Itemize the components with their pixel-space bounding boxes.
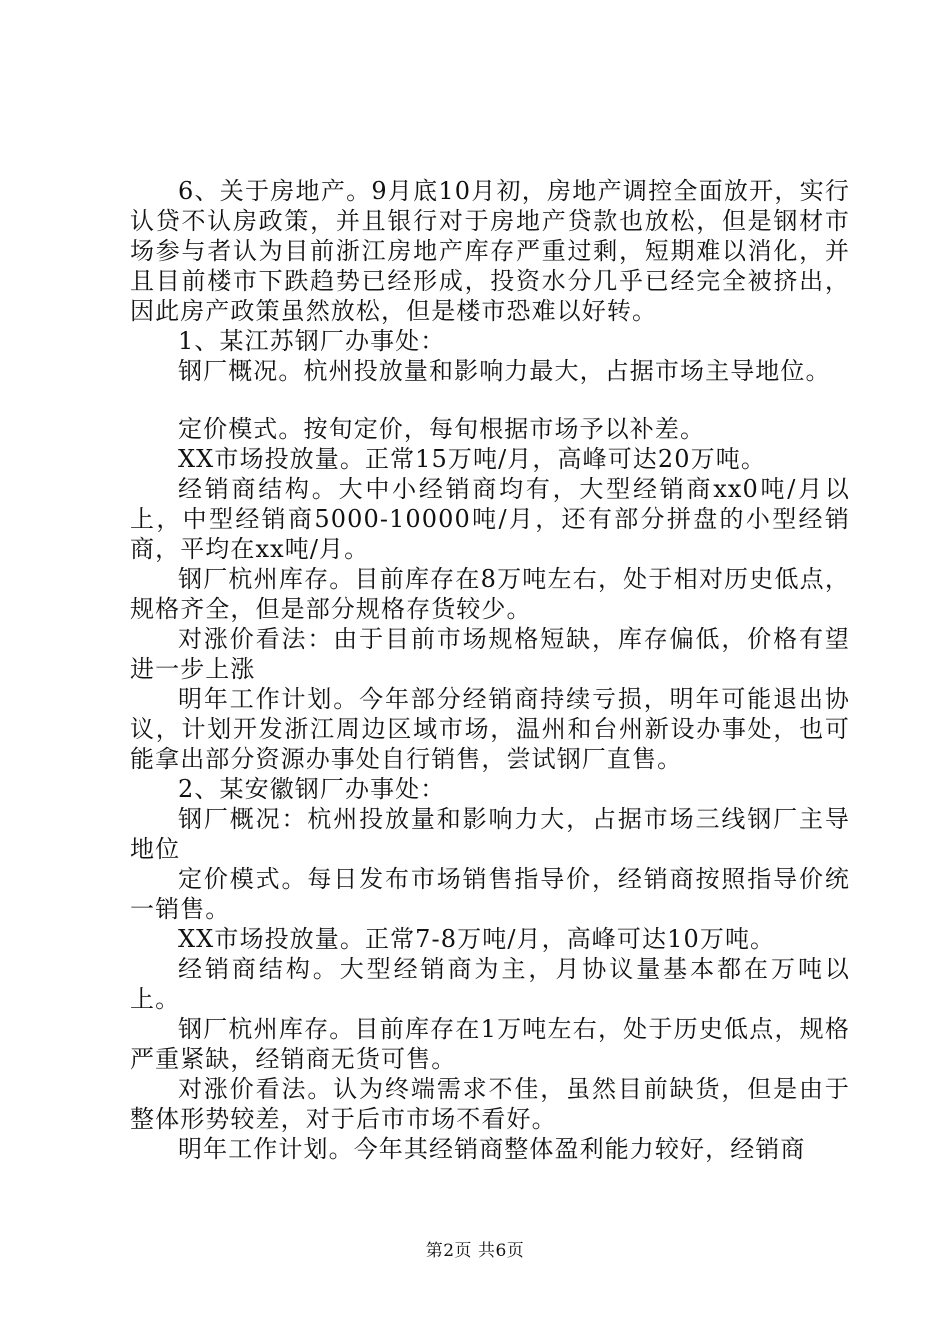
paragraph-jiangsu-plan: 明年工作计划。今年部分经销商持续亏损，明年可能退出协议，计划开发浙江周边区域市场，温州和台州新设办事处，也可能拿出部分资源办事处自行销售，尝试钢厂直售。 [130,685,850,773]
paragraph-anhui-pricing: 定价模式。每日发布市场销售指导价，经销商按照指导价统一销售。 [130,865,850,923]
paragraph-jiangsu-overview: 钢厂概况。杭州投放量和影响力最大，占据市场主导地位。 [178,357,831,385]
paragraph-anhui-price-view: 对涨价看法。认为终端需求不佳，虽然目前缺货，但是由于整体形势较差，对于后市市场不看好。 [130,1075,850,1133]
heading-jiangsu-mill-office: 1、某江苏钢厂办事处： [178,327,446,355]
paragraph-anhui-inventory: 钢厂杭州库存。目前库存在1万吨左右，处于历史低点，规格严重紧缺，经销商无货可售。 [130,1015,850,1073]
paragraph-anhui-overview: 钢厂概况：杭州投放量和影响力大，占据市场三线钢厂主导地位 [130,805,850,863]
paragraph-jiangsu-pricing: 定价模式。按旬定价，每旬根据市场予以补差。 [178,415,706,443]
document-body [130,176,850,1164]
paragraph-anhui-volume: XX市场投放量。正常7-8万吨/月，高峰可达10万吨。 [178,925,776,953]
paragraph-jiangsu-inventory: 钢厂杭州库存。目前库存在8万吨左右，处于相对历史低点，规格齐全，但是部分规格存货较少。 [130,565,850,623]
paragraph-jiangsu-volume: XX市场投放量。正常15万吨/月，高峰可达20万吨。 [178,445,766,473]
paragraph-jiangsu-dealers: 经销商结构。大中小经销商均有，大型经销商xx0吨/月以上，中型经销商5000-10000吨/月，还有部分拼盘的小型经销商，平均在xx吨/月。 [130,475,850,563]
paragraph-anhui-dealers: 经销商结构。大型经销商为主，月协议量基本都在万吨以上。 [130,955,850,1013]
paragraph-jiangsu-price-view: 对涨价看法：由于目前市场规格短缺，库存偏低，价格有望进一步上涨 [130,625,850,683]
heading-anhui-mill-office: 2、某安徽钢厂办事处： [178,775,446,803]
page-number-footer: 第2页 共6页 [425,1241,525,1261]
paragraph-anhui-plan: 明年工作计划。今年其经销商整体盈利能力较好，经销商 [178,1135,806,1163]
paragraph-real-estate: 6、关于房地产。9月底10月初，房地产调控全面放开，实行认贷不认房政策，并且银行对于房地产贷款也放松，但是钢材市场参与者认为目前浙江房地产库存严重过剩，短期难以消化，并且目前楼市下跌趋势已经形成，投资水分几乎已经完全被挤出，因此房产政策虽然放松，但是楼市恐难以好转。 [130,177,850,325]
